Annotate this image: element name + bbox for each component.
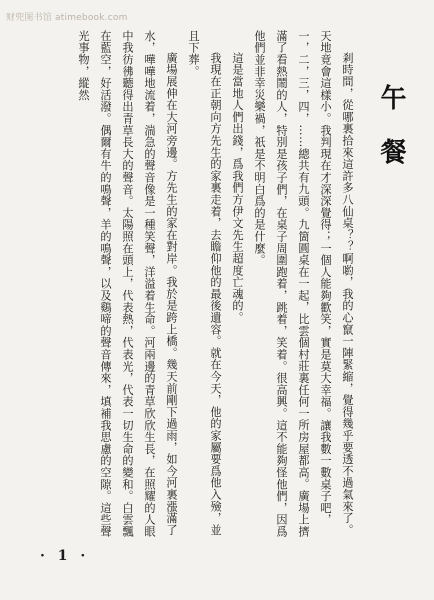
paragraph: 我現在正朝向方先生的家裏走着，去瞻仰他的最後遺容。就在今天，他的家屬要爲他入殮，並且下葬。 <box>187 30 222 537</box>
chapter-title: 午餐 <box>376 84 406 192</box>
paragraph: 廣場展伸在大河旁邊。方先生的家在對岸。我於是跨上橋。幾天前剛下過雨，如今河裏漲滿了水，嘩嘩地流着，湍急的聲音像是一種笑聲，洋溢着生命。河兩邊的青草欣欣生長，在照耀的人眼中我彷彿聽得出青草長大的聲音。太陽照在頭上，代表熱，代表光，代表一切生命的變和。白雲飄在藍空，好活潑。偶爾有牛的鳴聲，羊的鳴聲，以及鷄啼的聲音傳來，填補我思慮的空隙。這些聲光事物，縱然 <box>77 30 178 538</box>
paragraph: 剎時間，從哪裏拾來這許多八仙桌？？啊喲，我的心竄一陣緊縮，覺得幾乎要透不過氣來了。天地竟會這樣小。我判現在才深深覺得；一個人能夠歡笑，實是莫大幸福。讓我數一數桌子吧，一，二，三，四，……總共有九頭。九箇圓桌在一起，比雲個村莊裏任何一所房屋都高。廣場上擠滿了看熱鬧的人，特別是孩子們，在桌子周圍跑着，跳着，笑着。很高興。這不能夠怪他們，因爲他們並非幸災樂禍，祇是不明白爲的是什麼。 <box>253 30 354 538</box>
watermark-text: 财兜图书馆 atimebook.com <box>6 13 128 23</box>
body-text <box>18 30 358 540</box>
paragraph: 這是當地人們出錢，爲我們方伊文先生超度亡魂的。 <box>231 52 244 324</box>
page-number: · 1 · <box>40 548 90 564</box>
